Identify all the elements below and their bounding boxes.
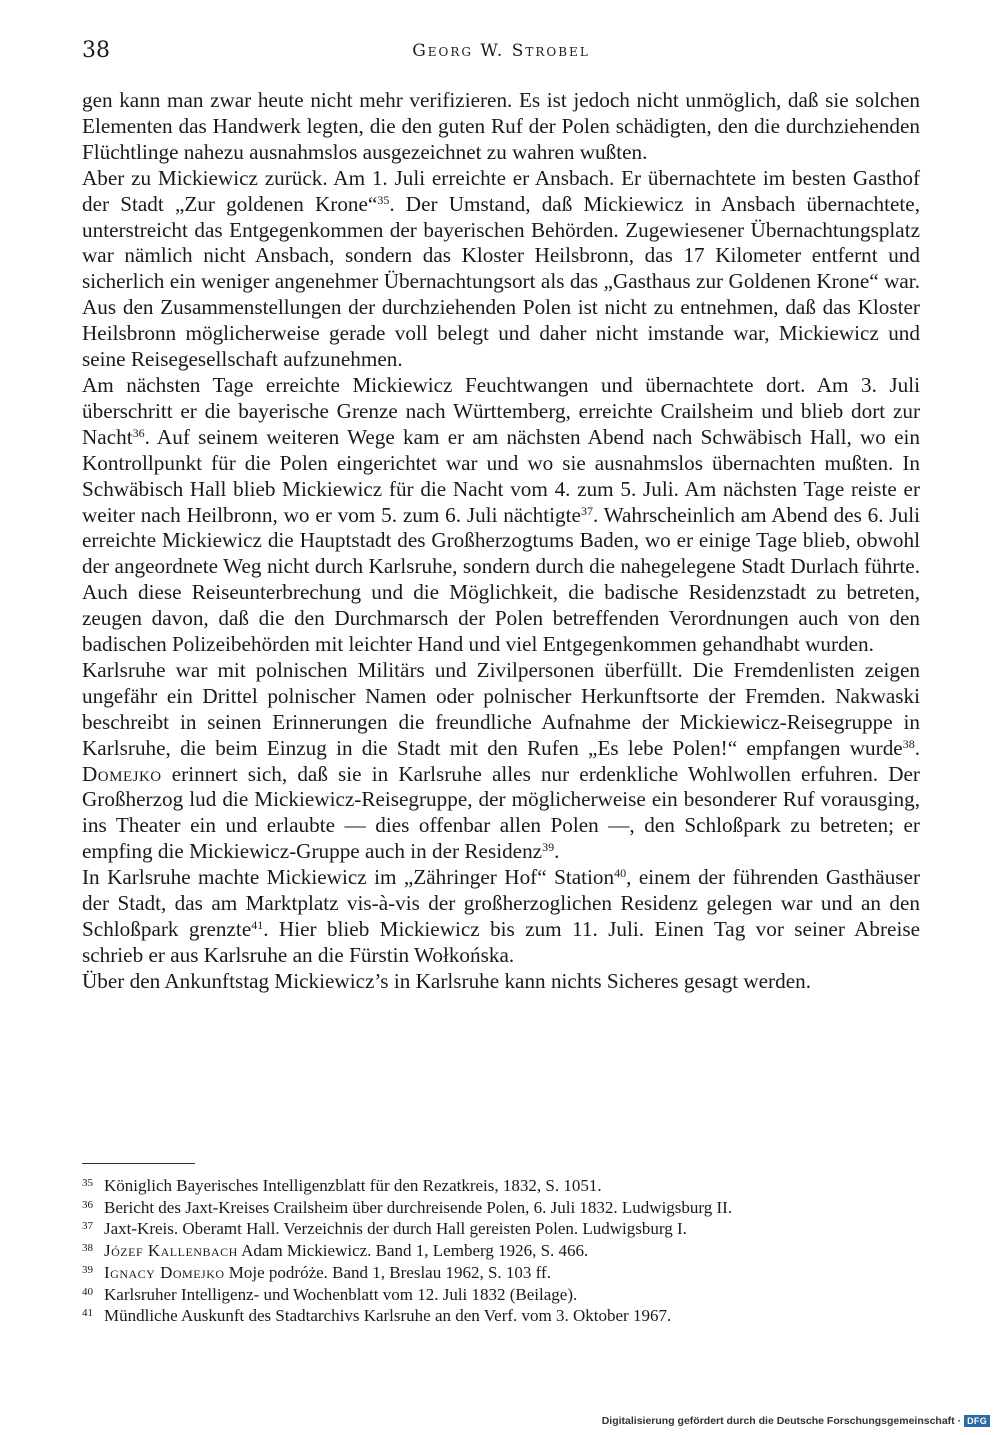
footnote-text: Mündliche Auskunft des Stadtarchivs Karlsruhe an den Verf. vom 3. Oktober 1967. — [104, 1306, 672, 1326]
footnote-text: Adam Mickiewicz. Band 1, Lemberg 1926, S. 466. — [237, 1241, 589, 1261]
dfg-logo[interactable]: DFG — [964, 1415, 990, 1427]
footnote-reference[interactable]: 36 — [132, 425, 145, 440]
page-header — [82, 38, 920, 68]
paragraph-text: . Hier blieb Mickiewicz bis zum 11. Juli. Einen Tag vor seiner Abreise schrieb er aus Karlsruhe an die Fürstin Wołkońska. — [82, 917, 920, 967]
paragraph-text: . — [914, 735, 920, 760]
paragraph-text: Am nächsten Tage erreichte Mickiewicz Feuchtwangen und übernachtete dort. Am 3. Juli überschritt er die bayerische Grenze nach Württemberg, erreichte Crailsheim und blieb dort zur Nacht — [82, 372, 920, 449]
footnote-reference[interactable]: 40 — [614, 866, 627, 881]
page-number: 38 — [82, 38, 110, 63]
footnote-text: Karlsruher Intelligenz- und Wochenblatt vom 12. Juli 1832 (Beilage). — [104, 1284, 578, 1304]
paragraph-text: gen kann man zwar heute nicht mehr verifizieren. Es ist jedoch nicht unmöglich, daß sie solchen Elementen das Handwerk legten, die den guten Ruf der Polen schädigten, den die durchziehenden Flüchtlinge nahezu ausnahmslos ausgezeichnet zu wahren wußten. — [82, 88, 920, 164]
paragraph-text: . Der Umstand, daß Mickiewicz in Ansbach übernachtete, unterstreicht das Entgegenkommen der bayerischen Behörden. Zugewiesener Übernachtungsplatz war nämlich nicht Ansbach, sondern das Kloster Heilsbronn, das 17 Kilometer entfernt und sicherlich ein weniger angenehmer Übernachtungsort als das „Gasthaus zur Goldenen Krone“ war. Aus den Zusammenstellungen der durchziehenden Polen ist nicht zu entnehmen, daß das Kloster Heilsbronn möglicherweise gerade voll belegt und daher nicht imstande war, Mickiewicz und seine Reisegesellschaft aufzunehmen. — [82, 191, 920, 372]
footnote-reference[interactable]: 37 — [580, 503, 593, 518]
running-head: Georg W. Strobel — [412, 41, 590, 61]
paragraph-1 — [82, 88, 920, 166]
footnote-41: 41 Mündliche Auskunft des Stadtarchivs Karlsruhe an den Verf. vom 3. Oktober 1967. — [82, 1306, 672, 1326]
footnote-text: Bericht des Jaxt-Kreises Crailsheim über durchreisende Polen, 6. Juli 1832. Ludwigsburg II. — [104, 1197, 733, 1217]
paragraph-text: Über den Ankunftstag Mickiewicz’s in Karlsruhe kann nichts Sicheres gesagt werden. — [82, 968, 812, 993]
paragraph-6 — [82, 969, 920, 995]
paragraph-3 — [82, 373, 920, 658]
footnote-35: 35 Königlich Bayerisches Intelligenzblatt für den Rezatkreis, 1832, S. 1051. — [82, 1176, 602, 1195]
footnote-reference[interactable]: 41 — [251, 918, 264, 932]
body-text — [82, 88, 920, 995]
footnote-36: 36 Bericht des Jaxt-Kreises Crailsheim über durchreisende Polen, 6. Juli 1832. Ludwigsburg II. — [82, 1197, 733, 1217]
footnote-text: Jaxt-Kreis. Oberamt Hall. Verzeichnis der durch Hall gereisten Polen. Ludwigsburg I. — [104, 1219, 687, 1239]
footnote-38: 38 Józef Kallenbach Adam Mickiewicz. Band 1, Lemberg 1926, S. 466. — [82, 1241, 589, 1261]
author-name: Domejko — [82, 761, 162, 786]
footnote-39: 39 Ignacy Domejko Moje podróże. Band 1, Breslau 1962, S. 103 ff. — [82, 1262, 551, 1282]
footnote-text: Moje podróże. Band 1, Breslau 1962, S. 103 ff. — [224, 1262, 551, 1282]
footnote-author: Ignacy Domejko — [104, 1262, 225, 1282]
credit-text: Digitalisierung gefördert durch die Deutsche Forschungsgemeinschaft · — [601, 1415, 962, 1427]
footnote-reference[interactable]: 38 — [902, 736, 915, 751]
paragraph-text: . Auf seinem weiteren Wege kam er am nächsten Abend nach Schwäbisch Hall, wo ein Kontrollpunkt für die Polen eingerichtet war und wo sie ausnahmslos übernachten mußten. In Schwäbisch Hall blieb Mickiewicz für die Nacht vom 4. zum 5. Juli. Am nächsten Tage reiste er weiter nach Heilbronn, wo er vom 5. zum 6. Juli nächtigte — [82, 424, 920, 527]
paragraph-4 — [82, 658, 920, 865]
paragraph-2 — [82, 166, 920, 373]
paragraph-text: . Wahrscheinlich am Abend des 6. Juli erreichte Mickiewicz die Hauptstadt des Großherzogtums Baden, wo er einige Tage blieb, obwohl der angeordnete Weg nicht durch Karlsruhe, sondern durch die nahegelegene Stadt Durlach führte. Auch diese Reiseunterbrechung und die Möglichkeit, die badische Residenzstadt zu betreten, zeugen davon, daß die den Durchmarsch der Polen betreffenden Verordnungen auch von den badischen Polizeibehörden mit leichter Hand und viel Entgegenkommen gehandhabt wurden. — [82, 502, 920, 657]
paragraph-text: , einem der führenden Gasthäuser der Stadt, das am Marktplatz vis-à-vis der großherzoglichen Residenz gelegen war und an den Schloßpark grenzte — [82, 865, 921, 941]
paragraph-text: erinnert sich, daß sie in Karlsruhe alles nur erdenkliche Wohlwollen erfuhren. Der Großherzog lud die Mickiewicz-Reisegruppe, der möglicherweise ein besonderer Ruf vorausging, ins Theater ein und erlaubte — dies offenbar allen Polen —, den Schloßpark zu betreten; er empfing die Mickiewicz-Gruppe auch in der Residenz — [82, 761, 920, 864]
footnote-40: 40 Karlsruher Intelligenz- und Wochenblatt vom 12. Juli 1832 (Beilage). — [82, 1284, 578, 1304]
footnote-reference[interactable]: 35 — [377, 192, 390, 207]
paragraph-text: . — [554, 839, 560, 864]
footnote-divider — [82, 1163, 195, 1164]
footnote-text: Königlich Bayerisches Intelligenzblatt für den Rezatkreis, 1832, S. 1051. — [104, 1176, 602, 1195]
digitization-credit — [602, 1413, 990, 1429]
footnotes — [82, 1175, 920, 1327]
footnote-37: 37 Jaxt-Kreis. Oberamt Hall. Verzeichnis der durch Hall gereisten Polen. Ludwigsburg I. — [82, 1219, 687, 1239]
footnote-reference[interactable]: 39 — [542, 840, 555, 855]
paragraph-5 — [82, 865, 920, 969]
footnote-author: Józef Kallenbach — [104, 1241, 238, 1261]
paragraph-text: In Karlsruhe machte Mickiewicz im „Zähringer Hof“ Station — [82, 865, 615, 890]
paragraph-text: Karlsruhe war mit polnischen Militärs und Zivilpersonen überfüllt. Die Fremdenlisten zeigen ungefähr ein Drittel polnischer Namen oder polnischer Herkunftsorte der Fremden. Nakwaski beschreibt in seinen Erinnerungen die freundliche Aufnahme der Mickiewicz-Reisegruppe in Karlsruhe, die beim Einzug in die Stadt mit den Rufen „Es lebe Polen!“ empfangen wurde — [82, 657, 920, 760]
paragraph-text: Aber zu Mickiewicz zurück. Am 1. Juli erreichte er Ansbach. Er übernachtete im besten Gasthof der Stadt „Zur goldenen Krone“ — [82, 165, 920, 216]
